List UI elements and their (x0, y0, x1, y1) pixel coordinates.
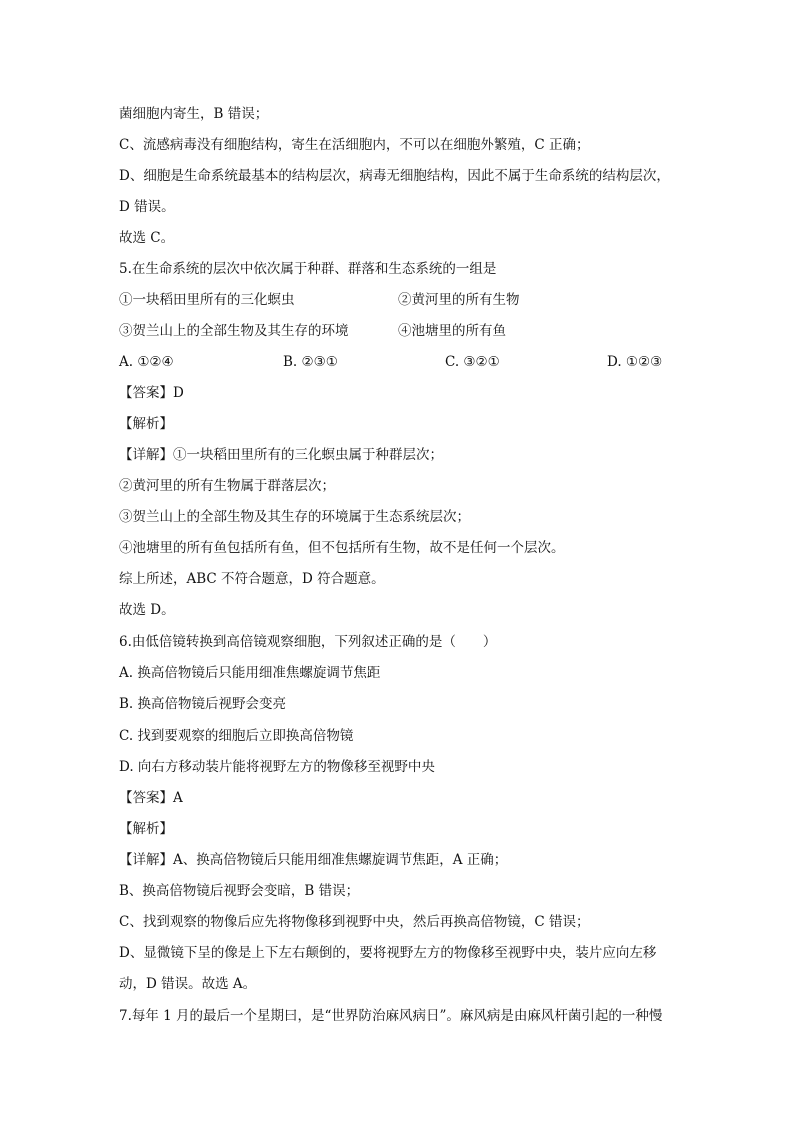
text-line: B、换高倍物镜后视野会变暗，B 错误； (119, 883, 360, 899)
text-line: D 错误。 (119, 199, 175, 215)
q6-option-d: D. 向右方移动装片能将视野左方的物像移至视野中央 (119, 759, 435, 775)
text-line: 故选 C。 (119, 230, 175, 246)
question-7-stem: 7.每年 1 月的最后一个星期曰，是“世界防治麻风病日”。麻风病是由麻风杆菌引起的一种慢 (119, 1008, 663, 1024)
question-6-stem: 6.由低倍镜转换到高倍镜观察细胞，下列叙述正确的是（ ） (119, 634, 497, 650)
text-line: D、细胞是生命系统最基本的结构层次，病毒无细胞结构，因此不属于生命系统的结构层次， (119, 168, 670, 184)
text-line: 【详解】A、换高倍物镜后只能用细准焦螺旋调节焦距，A 正确； (119, 852, 508, 868)
text-line: ②黄河里的所有生物属于群落层次； (119, 478, 335, 494)
q5-item-3: ③贺兰山上的全部生物及其生存的环境 (119, 323, 349, 339)
q5-item-2: ②黄河里的所有生物 (398, 292, 520, 308)
text-line: C、找到观察的物像后应先将物像移到视野中央，然后再换高倍物镜，C 错误； (119, 914, 590, 930)
q5-option-c: C. ③②① (445, 354, 500, 370)
q6-option-a: A. 换高倍物镜后只能用细准焦螺旋调节焦距 (119, 665, 381, 681)
q6-option-b: B. 换高倍物镜后视野会变亮 (119, 696, 287, 712)
q5-item-4: ④池塘里的所有鱼 (398, 323, 506, 339)
text-line: 【详解】①一块稻田里所有的三化螟虫属于种群层次； (119, 447, 443, 463)
q5-item-1: ①一块稻田里所有的三化螟虫 (119, 292, 295, 308)
answer-label: 【答案】A (119, 790, 183, 806)
text-line: C、流感病毒没有细胞结构，寄生在活细胞内，不可以在细胞外繁殖，C 正确； (119, 137, 590, 153)
q5-option-a: A. ①②④ (119, 354, 174, 370)
q5-option-b: B. ②③① (283, 354, 338, 370)
answer-label: 【答案】D (119, 385, 184, 401)
text-line: ④池塘里的所有鱼包括所有鱼，但不包括所有生物，故不是任何一个层次。 (119, 540, 565, 556)
text-line: 综上所述，ABC 不符合题意，D 符合题意。 (119, 571, 385, 587)
text-line: 故选 D。 (119, 602, 175, 618)
text-line: 菌细胞内寄生，B 错误； (119, 106, 269, 122)
text-line: 动，D 错误。故选 A。 (119, 976, 257, 992)
analysis-label: 【解析】 (119, 416, 173, 432)
question-5-stem: 5.在生命系统的层次中依次属于种群、群落和生态系统的一组是 (119, 261, 497, 277)
text-line: D、显微镜下呈的像是上下左右颠倒的，要将视野左方的物像移至视野中央，装片应向左移 (119, 945, 657, 961)
analysis-label: 【解析】 (119, 821, 173, 837)
text-line: ③贺兰山上的全部生物及其生存的环境属于生态系统层次； (119, 509, 470, 525)
q5-option-d: D. ①②③ (607, 354, 663, 370)
q6-option-c: C. 找到要观察的细胞后立即换高倍物镜 (119, 728, 354, 744)
